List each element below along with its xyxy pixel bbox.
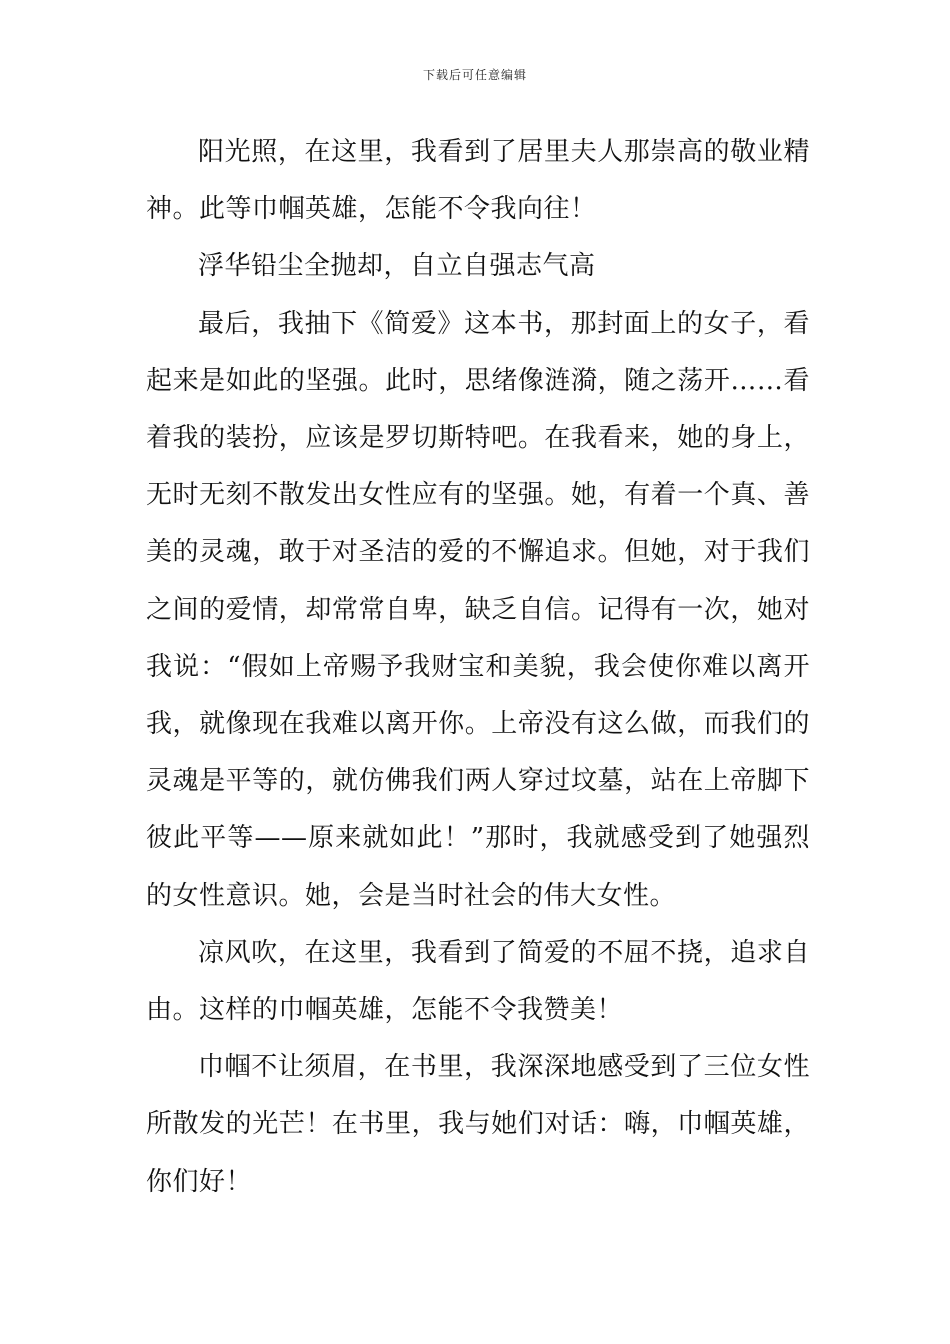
document-body — [146, 124, 810, 1211]
paragraph-jane-eyre-conclusion: 凉风吹，在这里，我看到了简爱的不屈不挠，追求自由。这样的巾帼英雄，怎能不令我赞美！ — [146, 937, 810, 1026]
paragraph-curie-conclusion: 阳光照，在这里，我看到了居里夫人那崇高的敬业精神。此等巾帼英雄，怎能不令我向往！ — [146, 137, 810, 225]
section-heading-jane-eyre: 浮华铅尘全抛却，自立自强志气高 — [198, 251, 596, 282]
page-header: 下载后可任意编辑 — [422, 68, 527, 82]
paragraph-closing: 巾帼不让须眉，在书里，我深深地感受到了三位女性所散发的光芒！在书里，我与她们对话：嗨，巾帼英雄，你们好！ — [146, 1052, 810, 1197]
paragraph-jane-eyre: 最后，我抽下《简爱》这本书，那封面上的女子，看起来是如此的坚强。此时，思绪像涟漪，随之荡开……看着我的装扮，应该是罗切斯特吧。在我看来，她的身上，无时无刻不散发出女性应有的坚强。她，有着一个真、善美的灵魂，敢于对圣洁的爱的不懈追求。但她，对于我们之间的爱情，却常常自卑，缺乏自信。记得有一次，她对我说：“假如上帝赐予我财宝和美貌，我会使你难以离开我，就像现在我难以离开你。上帝没有这么做，而我们的灵魂是平等的，就仿佛我们两人穿过坟墓，站在上帝脚下彼此平等——原来就如此！”那时，我就感受到了她强烈的女性意识。她，会是当时社会的伟大女性。 — [146, 308, 810, 911]
